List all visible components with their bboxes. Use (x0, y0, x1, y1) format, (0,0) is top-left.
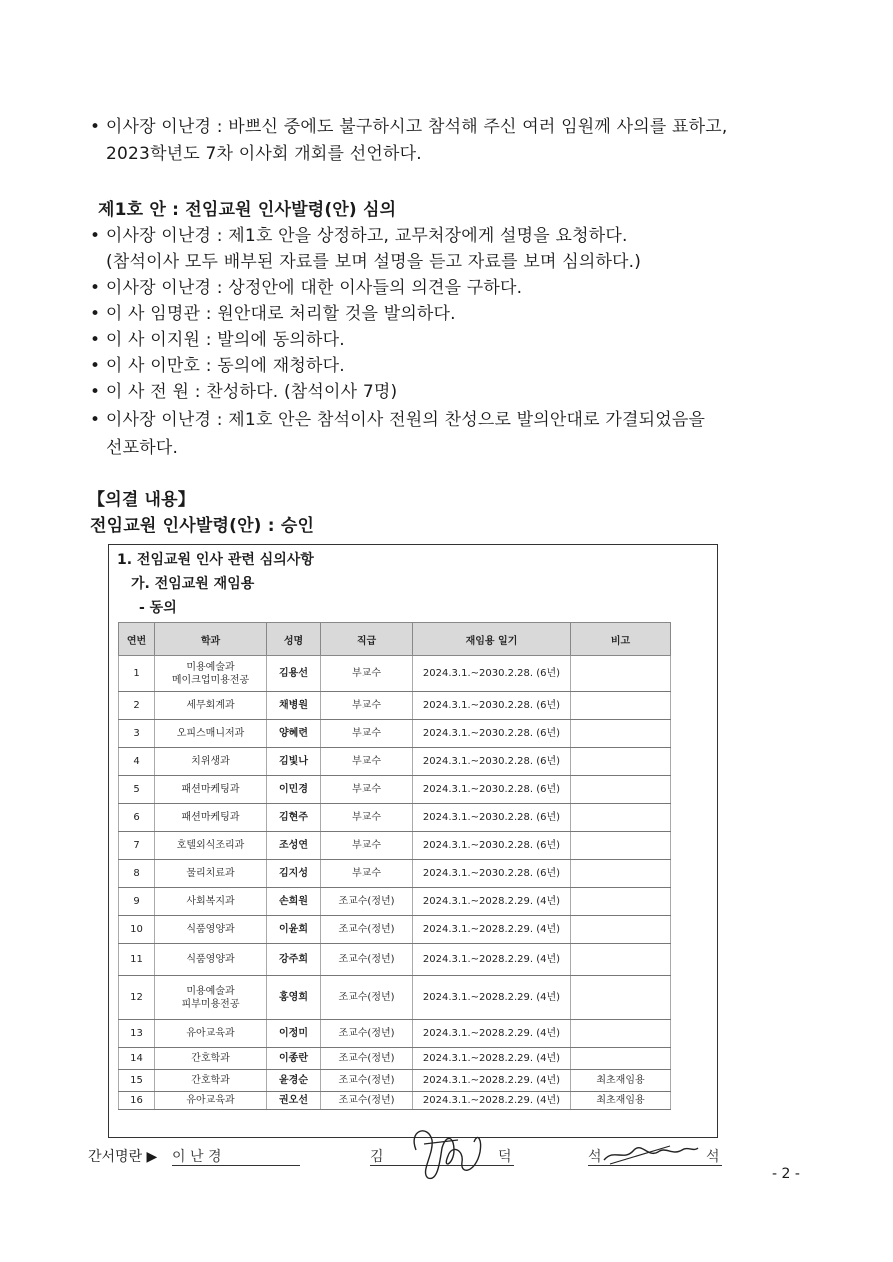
row-period: 2024.3.1.~2030.2.28. (6년) (413, 776, 571, 804)
row-dept: 패션마케팅과 (155, 776, 267, 804)
row-no: 6 (119, 804, 155, 832)
page-number: - 2 - (772, 1166, 800, 1182)
row-no: 11 (119, 944, 155, 976)
agenda-line-6: • 이 사 이만호 : 동의에 재청하다. (90, 356, 345, 376)
row-rank: 부교수 (321, 860, 413, 888)
row-no: 8 (119, 860, 155, 888)
row-period: 2024.3.1.~2028.2.29. (4년) (413, 1092, 571, 1110)
row-rank: 부교수 (321, 656, 413, 692)
row-period: 2024.3.1.~2030.2.28. (6년) (413, 656, 571, 692)
agenda-title: 제1호 안 : 전임교원 인사발령(안) 심의 (98, 200, 397, 220)
agenda-line-4: • 이 사 임명관 : 원안대로 처리할 것을 발의하다. (90, 304, 456, 324)
table-row (119, 1048, 671, 1070)
row-name: 이종란 (267, 1048, 321, 1070)
row-note (571, 888, 671, 916)
table-row (119, 976, 671, 1020)
row-period: 2024.3.1.~2030.2.28. (6년) (413, 692, 571, 720)
row-name: 김용선 (267, 656, 321, 692)
row-no: 1 (119, 656, 155, 692)
row-no: 13 (119, 1020, 155, 1048)
signer-3-name-last: 석 (706, 1149, 720, 1165)
col-header-name: 성명 (267, 623, 321, 656)
row-note (571, 944, 671, 976)
table-row (119, 888, 671, 916)
row-note: 최초재임용 (571, 1070, 671, 1092)
signer-1-line (172, 1165, 300, 1166)
row-no: 14 (119, 1048, 155, 1070)
col-header-no: 연번 (119, 623, 155, 656)
row-no: 12 (119, 976, 155, 1020)
row-no: 3 (119, 720, 155, 748)
col-header-note: 비고 (571, 623, 671, 656)
row-name: 김빛나 (267, 748, 321, 776)
agenda-line-2: (참석이사 모두 배부된 자료를 보며 설명을 듣고 자료를 보며 심의하다.) (106, 252, 642, 272)
row-period: 2024.3.1.~2030.2.28. (6년) (413, 832, 571, 860)
box-line-3: - 동의 (139, 600, 177, 616)
signer-3-name-first: 석 (588, 1149, 602, 1165)
row-dept: 오피스매니저과 (155, 720, 267, 748)
row-period: 2024.3.1.~2030.2.28. (6년) (413, 804, 571, 832)
row-period: 2024.3.1.~2028.2.29. (4년) (413, 1020, 571, 1048)
row-rank: 부교수 (321, 832, 413, 860)
row-note (571, 692, 671, 720)
row-dept: 물리치료과 (155, 860, 267, 888)
row-note (571, 1048, 671, 1070)
reappointment-table (118, 622, 671, 1110)
col-header-period: 재임용 일기 (413, 623, 571, 656)
col-header-dept: 학과 (155, 623, 267, 656)
row-rank: 조교수(정년) (321, 916, 413, 944)
row-no: 5 (119, 776, 155, 804)
row-dept: 세무회계과 (155, 692, 267, 720)
row-period: 2024.3.1.~2028.2.29. (4년) (413, 916, 571, 944)
box-line-1: 1. 전임교원 인사 관련 심의사항 (117, 552, 314, 568)
row-name: 김현주 (267, 804, 321, 832)
row-rank: 조교수(정년) (321, 944, 413, 976)
row-rank: 조교수(정년) (321, 976, 413, 1020)
row-rank: 조교수(정년) (321, 1092, 413, 1110)
table-row (119, 1092, 671, 1110)
table-row (119, 776, 671, 804)
box-line-2: 가. 전임교원 재임용 (131, 576, 255, 592)
row-dept: 식품영양과 (155, 944, 267, 976)
row-name: 손희원 (267, 888, 321, 916)
row-note: 최초재임용 (571, 1092, 671, 1110)
row-period: 2024.3.1.~2028.2.29. (4년) (413, 1048, 571, 1070)
row-dept: 미용예술과 메이크업미용전공 (155, 656, 267, 692)
row-rank: 조교수(정년) (321, 1048, 413, 1070)
agenda-line-8: • 이사장 이난경 : 제1호 안은 참석이사 전원의 찬성으로 발의안대로 가결되었음을 (90, 410, 706, 430)
row-name: 조성연 (267, 832, 321, 860)
row-rank: 부교수 (321, 692, 413, 720)
row-dept: 유아교육과 (155, 1092, 267, 1110)
row-note (571, 748, 671, 776)
agenda-line-7: • 이 사 전 원 : 찬성하다. (참석이사 7명) (90, 382, 398, 402)
table-row (119, 720, 671, 748)
row-name: 권오선 (267, 1092, 321, 1110)
table-row (119, 748, 671, 776)
row-rank: 부교수 (321, 776, 413, 804)
signature-2-mark (398, 1120, 498, 1184)
signature-3-mark (600, 1138, 700, 1168)
row-name: 홍영희 (267, 976, 321, 1020)
opening-line-1: • 이사장 이난경 : 바쁘신 중에도 불구하시고 참석해 주신 여러 임원께 사의를 표하고, (90, 117, 728, 137)
row-dept: 치위생과 (155, 748, 267, 776)
row-no: 16 (119, 1092, 155, 1110)
row-name: 이정미 (267, 1020, 321, 1048)
agenda-line-1: • 이사장 이난경 : 제1호 안을 상정하고, 교무처장에게 설명을 요청하다. (90, 226, 628, 246)
row-period: 2024.3.1.~2030.2.28. (6년) (413, 720, 571, 748)
row-rank: 부교수 (321, 804, 413, 832)
agenda-line-3: • 이사장 이난경 : 상정안에 대한 이사들의 의견을 구하다. (90, 278, 523, 298)
row-name: 김지성 (267, 860, 321, 888)
row-no: 15 (119, 1070, 155, 1092)
table-header-row (119, 623, 671, 656)
row-dept: 유아교육과 (155, 1020, 267, 1048)
opening-line-2: 2023학년도 7차 이사회 개회를 선언하다. (106, 144, 422, 164)
row-rank: 부교수 (321, 748, 413, 776)
row-period: 2024.3.1.~2028.2.29. (4년) (413, 944, 571, 976)
row-period: 2024.3.1.~2028.2.29. (4년) (413, 888, 571, 916)
row-note (571, 776, 671, 804)
row-note (571, 1020, 671, 1048)
row-period: 2024.3.1.~2028.2.29. (4년) (413, 976, 571, 1020)
row-period: 2024.3.1.~2030.2.28. (6년) (413, 860, 571, 888)
row-no: 2 (119, 692, 155, 720)
agenda-line-5: • 이 사 이지원 : 발의에 동의하다. (90, 330, 345, 350)
signature-label: 간서명란 ▶ (88, 1149, 158, 1165)
table-row (119, 916, 671, 944)
resolution-title: 전임교원 인사발령(안) : 승인 (90, 516, 315, 536)
table-row (119, 1020, 671, 1048)
row-name: 양혜련 (267, 720, 321, 748)
signer-1-name: 이 난 경 (172, 1149, 222, 1165)
row-no: 10 (119, 916, 155, 944)
row-no: 7 (119, 832, 155, 860)
table-row (119, 804, 671, 832)
row-note (571, 916, 671, 944)
row-period: 2024.3.1.~2030.2.28. (6년) (413, 748, 571, 776)
row-note (571, 720, 671, 748)
table-row (119, 832, 671, 860)
table-row (119, 944, 671, 976)
resolution-heading: 【의결 내용】 (88, 490, 196, 510)
row-note (571, 656, 671, 692)
row-dept: 미용예술과 피부미용전공 (155, 976, 267, 1020)
row-dept: 간호학과 (155, 1070, 267, 1092)
row-name: 이민경 (267, 776, 321, 804)
signer-2-name-last: 덕 (498, 1149, 512, 1165)
row-no: 4 (119, 748, 155, 776)
table-row (119, 692, 671, 720)
row-rank: 조교수(정년) (321, 1020, 413, 1048)
row-note (571, 804, 671, 832)
row-name: 채병원 (267, 692, 321, 720)
row-note (571, 860, 671, 888)
row-dept: 사회복지과 (155, 888, 267, 916)
table-row (119, 1070, 671, 1092)
table-row (119, 656, 671, 692)
row-dept: 식품영양과 (155, 916, 267, 944)
row-note (571, 976, 671, 1020)
row-dept: 호텔외식조리과 (155, 832, 267, 860)
row-rank: 조교수(정년) (321, 1070, 413, 1092)
signer-2-name-first: 김 (370, 1149, 384, 1165)
agenda-line-9: 선포하다. (106, 438, 179, 458)
row-note (571, 832, 671, 860)
row-name: 이윤희 (267, 916, 321, 944)
row-dept: 패션마케팅과 (155, 804, 267, 832)
row-name: 윤경순 (267, 1070, 321, 1092)
row-period: 2024.3.1.~2028.2.29. (4년) (413, 1070, 571, 1092)
row-name: 강주희 (267, 944, 321, 976)
table-row (119, 860, 671, 888)
row-dept: 간호학과 (155, 1048, 267, 1070)
row-no: 9 (119, 888, 155, 916)
row-rank: 조교수(정년) (321, 888, 413, 916)
row-rank: 부교수 (321, 720, 413, 748)
col-header-rank: 직급 (321, 623, 413, 656)
